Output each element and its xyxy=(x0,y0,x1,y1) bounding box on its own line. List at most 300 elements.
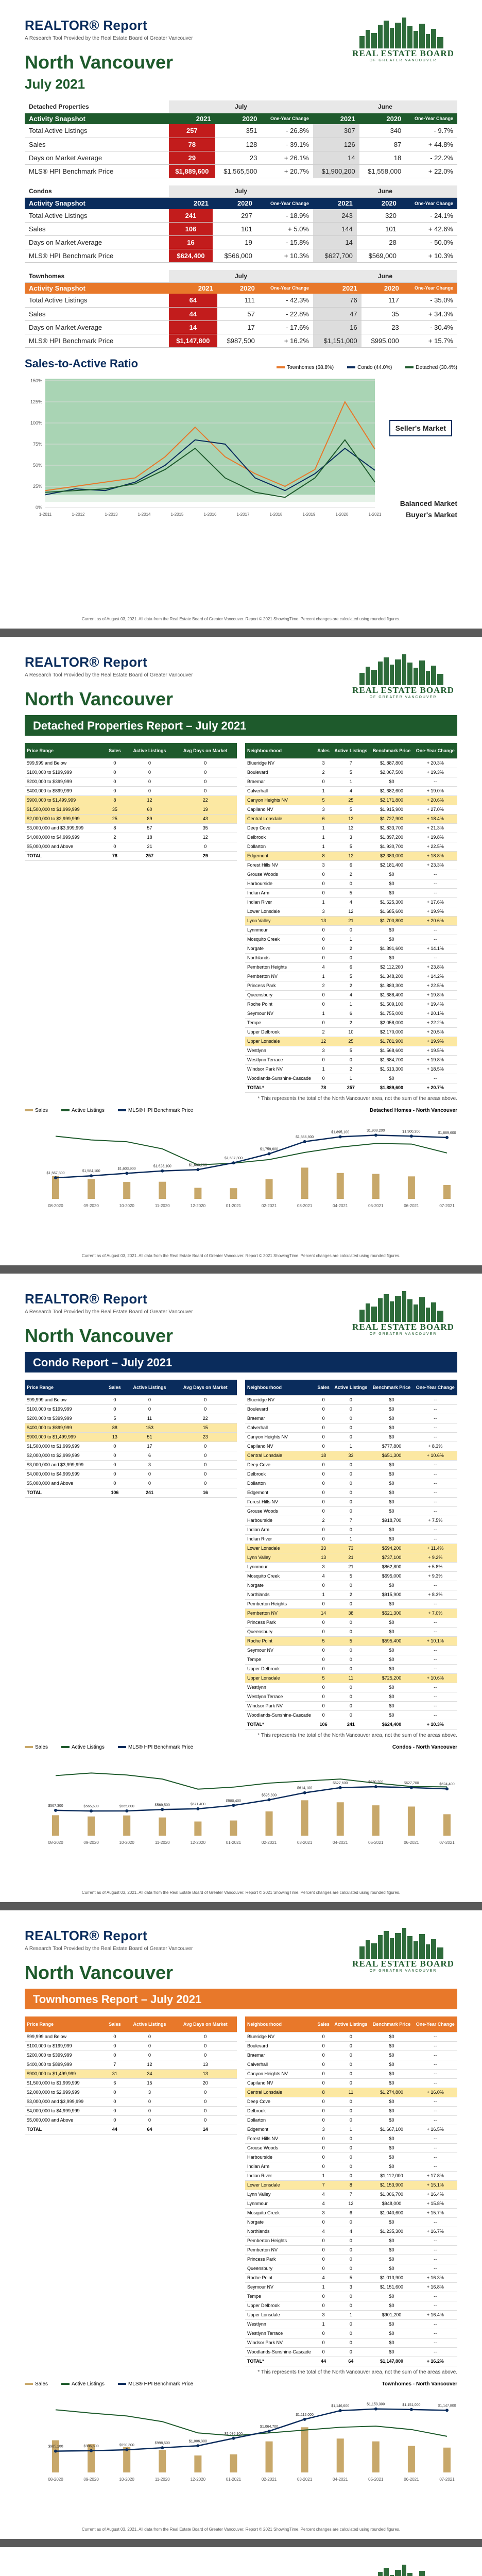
hood-row: Indian Arm 0 0 $0 -- xyxy=(245,2162,457,2171)
x-tick-label: 12-2020 xyxy=(190,2477,206,2482)
page-footer: Current as of August 03, 2021. All data from the Real Estate Board of Greater Vancouver. Report © 2021 ShowingTime. Percent changes are calculated using rounded figures. xyxy=(81,2527,401,2532)
hood-row: Queensbury 0 4 $1,688,400 + 19.8% xyxy=(245,990,457,999)
price-point xyxy=(161,1169,164,1172)
sales-bar xyxy=(159,2450,166,2472)
price-point xyxy=(339,2409,342,2412)
hood-row: Woodlands-Sunshine-Cascade 0 0 $0 -- xyxy=(245,1710,457,1720)
price-row: $1,500,000 to $1,999,999 6 15 20 xyxy=(25,2078,237,2088)
x-tick-label: 1-2020 xyxy=(335,512,349,517)
price-data-label: $1,147,800 xyxy=(438,2403,456,2408)
sales-bar xyxy=(230,1188,237,1199)
price-data-label: $567,300 xyxy=(48,1804,63,1808)
x-tick-label: 03-2021 xyxy=(297,1840,313,1845)
hood-row: Braemar 0 0 $0 -- xyxy=(245,1414,457,1423)
price-point xyxy=(339,1786,342,1789)
hood-row: Capilano NV 3 5 $1,915,900 + 27.0% xyxy=(245,805,457,814)
price-row: $100,000 to $199,999 0 0 0 xyxy=(25,768,237,777)
x-tick-label: 04-2021 xyxy=(333,1203,348,1208)
hood-row: Mosquito Creek 4 5 $695,000 + 9.3% xyxy=(245,1571,457,1581)
x-tick-label: 11-2020 xyxy=(154,2477,170,2482)
x-tick-label: 12-2020 xyxy=(190,1203,206,1208)
page-footer: Current as of August 03, 2021. All data from the Real Estate Board of Greater Vancouver. Report © 2021 ShowingTime. Percent changes are calculated using rounded figures. xyxy=(81,1253,401,1258)
hood-row: Upper Delbrook 0 0 $0 -- xyxy=(245,1664,457,1673)
price-row: $5,000,000 and Above 0 0 0 xyxy=(25,1479,237,1488)
price-point xyxy=(445,1787,449,1790)
price-point xyxy=(125,2448,128,2451)
sales-bar xyxy=(194,1821,201,1835)
price-data-label: $1,153,300 xyxy=(367,2402,385,2406)
page-snapshot xyxy=(0,0,482,629)
x-tick-label: 1-2014 xyxy=(137,512,151,517)
hood-row: Upper Lonsdale 5 11 $725,200 + 10.6% xyxy=(245,1673,457,1683)
price-range-table: Price Range Sales Active Listings Avg Days on Market $99,999 and Below 0 0 0 $100,000 to $199,999 0 0 0 $200,000 to $399,999 5 11 22 $400,000 to $899,999 88 153 15 $900,000 to $1,499,999 13 51 23 $1,500,000 to $1,999,999 0 17 0 $2,000,000 to $2,999,999 0 6 0 $3,000,000 and $3,999,999 0 3 0 $4,000,000 to $4,999,999 0 0 0 $5,000,000 and Above 0 0 0 TOTAL 106 241 16 xyxy=(25,1380,237,1498)
report-banner: Detached Properties Report – July 2021 xyxy=(25,715,457,736)
sales-bar xyxy=(301,2427,308,2472)
hood-row: Boulevard 0 0 $0 -- xyxy=(245,1404,457,1414)
hood-row: Braemar 0 1 $0 -- xyxy=(245,777,457,786)
hood-row: Indian River 1 4 $1,625,300 + 17.6% xyxy=(245,897,457,907)
y-tick-label: 75% xyxy=(32,441,42,447)
sales-bar xyxy=(337,1173,344,1198)
hood-row: Indian River 1 0 $1,112,000 + 17.8% xyxy=(245,2171,457,2180)
price-row: $3,000,000 and $3,999,999 0 3 0 xyxy=(25,1460,237,1469)
x-tick-label: 10-2020 xyxy=(119,1840,134,1845)
hood-row: Harbourside 0 0 $0 -- xyxy=(245,2153,457,2162)
price-data-label: $1,006,300 xyxy=(188,2439,207,2443)
x-tick-label: 1-2013 xyxy=(105,512,118,517)
hood-row: Delbrook 0 0 $0 -- xyxy=(245,1469,457,1479)
hood-row: Westlynn 3 5 $1,568,600 + 19.5% xyxy=(245,1046,457,1055)
price-data-label: $1,151,000 xyxy=(402,2403,421,2407)
sales-bar xyxy=(194,2455,201,2472)
hood-row: Tempe 0 0 $0 -- xyxy=(245,1655,457,1664)
hood-row: Westlynn 0 0 $0 -- xyxy=(245,1683,457,1692)
price-data-label: $595,300 xyxy=(261,1793,277,1797)
price-point xyxy=(374,1133,377,1137)
logo-title: REAL ESTATE BOARD xyxy=(352,48,454,58)
hood-row: Blueridge NV 3 7 $1,887,800 + 20.3% xyxy=(245,758,457,768)
y-tick-label: 150% xyxy=(30,378,42,383)
x-tick-label: 09-2020 xyxy=(83,2477,99,2482)
hood-row: Edgemont 0 0 $0 -- xyxy=(245,1488,457,1497)
total-note: * This represents the total of the North Vancouver area, not the sum of the areas above. xyxy=(257,2369,457,2375)
price-point xyxy=(161,2446,164,2449)
hood-row: Upper Delbrook 0 0 $0 -- xyxy=(245,2301,457,2310)
hood-row: Deep Cove 0 0 $0 -- xyxy=(245,2097,457,2106)
price-data-label: $1,146,600 xyxy=(331,2404,350,2408)
price-data-label: $614,100 xyxy=(297,1786,313,1790)
sales-bar xyxy=(372,1174,380,1199)
price-point xyxy=(410,2408,413,2411)
report-subtitle: A Research Tool Provided by the Real Estate Board of Greater Vancouver xyxy=(25,1946,193,1952)
hood-row: Indian Arm 0 0 $0 -- xyxy=(245,1525,457,1534)
price-row: $1,500,000 to $1,999,999 0 17 0 xyxy=(25,1442,237,1451)
price-point xyxy=(303,1140,306,1143)
x-tick-label: 11-2020 xyxy=(154,1203,170,1208)
area-title: North Vancouver xyxy=(25,52,174,73)
price-row: $2,000,000 to $2,999,999 0 3 0 xyxy=(25,2088,237,2097)
y-tick-label: 25% xyxy=(32,483,42,489)
price-data-label: $1,567,800 xyxy=(46,1171,65,1175)
price-point xyxy=(268,2429,271,2432)
sales-bar xyxy=(408,2446,415,2472)
price-data-label: $1,036,100 xyxy=(224,2432,243,2436)
trend-chart xyxy=(25,1113,457,1216)
hood-row: Pemberton NV 0 0 $0 -- xyxy=(245,2245,457,2255)
board-logo: REAL ESTATE BOARD OF GREATER VANCOUVER xyxy=(349,1926,457,1973)
x-tick-label: 10-2020 xyxy=(119,1203,134,1208)
x-tick-label: 11-2020 xyxy=(154,1840,170,1845)
sales-bar xyxy=(123,1182,130,1199)
price-data-label: $569,500 xyxy=(154,1803,170,1807)
hood-row: Lynn Valley 4 7 $1,006,700 + 16.4% xyxy=(245,2190,457,2199)
hood-row: Northlands 0 0 $0 -- xyxy=(245,953,457,962)
sales-bar xyxy=(372,1805,380,1836)
hood-row: Westlynn Terrace 0 0 $0 -- xyxy=(245,1692,457,1701)
neighbourhood-table: Neighbourhood Sales Active Listings Benchmark Price One-Year Change Blueridge NV 0 0 $0 -- Boulevard 0 0 $0 -- Braemar 0 0 $0 -- Calverhall 0 0 $0 -- Canyon Heights NV 0 0 $0 -- Capilano NV 0 1 $777,800 + 8.3% Central Lonsdale 18 33 $651,300 + 10.6% Deep Cove 0 0 $0 -- Delbrook 0 0 $0 -- Dollarton 0 0 $0 -- Edgemont 0 0 $0 -- Forest Hills NV 0 0 $0 -- Grouse Woods 0 0 $0 -- Harbourside 2 7 $918,700 + 7.5% Indian Arm 0 0 $0 -- Indian River 0 1 $0 -- Lower Lonsdale 33 73 $594,200 + 11.4% Lynn Valley 13 21 $737,100 + 9.2% Lynnmour 3 21 $862,800 + 5.8% Mosquito Creek 4 5 $695,000 + 9.3% Norgate 0 0 $0 -- Northlands 1 2 $915,900 + 8.3% Pemberton Heights 0 0 $0 -- Pemberton NV 14 38 $521,300 + 7.0% Princess Park 0 0 $0 -- Queensbury 0 0 $0 -- Roche Point 5 5 $595,400 + 10.1% Seymour NV 0 0 $0 -- Tempe 0 0 $0 -- Upper Delbrook 0 0 $0 -- Upper Lonsdale 5 11 $725,200 + 10.6% Westlynn 0 0 $0 -- Westlynn Terrace 0 0 $0 -- Windsor Park NV 0 0 $0 -- Woodlands-Sunshine-Cascade 0 0 $0 -- TOTAL* 106 241 $624,400 + 10.3% xyxy=(245,1380,457,1730)
snap-title: Detached Properties xyxy=(25,100,169,113)
hood-row: Upper Delbrook 2 10 $2,170,000 + 20.5% xyxy=(245,1027,457,1037)
sales-bar xyxy=(159,1181,166,1198)
trend-chart xyxy=(25,2387,457,2490)
x-tick-label: 12-2020 xyxy=(190,1840,206,1845)
hood-row: Lynn Valley 13 21 $1,700,800 + 20.6% xyxy=(245,916,457,925)
x-tick-label: 08-2020 xyxy=(48,1203,63,1208)
hood-row: Boulevard 2 5 $2,067,500 + 19.3% xyxy=(245,768,457,777)
price-point xyxy=(232,2436,235,2439)
hood-row: Dollarton 0 0 $0 -- xyxy=(245,2115,457,2125)
hood-row: Tempe 0 0 $0 -- xyxy=(245,2292,457,2301)
price-point xyxy=(125,1172,128,1175)
hood-row: Dollarton 0 0 $0 -- xyxy=(245,1479,457,1488)
trend-chart-title: Detached Homes - North Vancouver xyxy=(369,1107,457,1113)
x-tick-label: 02-2021 xyxy=(261,1203,277,1208)
sales-bar xyxy=(52,1815,59,1836)
price-row: $900,000 to $1,499,999 31 34 13 xyxy=(25,2069,237,2078)
snapshot-row: Sales 44 57 - 22.8% 47 35 + 34.3% xyxy=(25,307,457,320)
price-row: $200,000 to $399,999 0 0 0 xyxy=(25,2050,237,2060)
hood-row: Seymour NV 1 3 $1,151,600 + 16.8% xyxy=(245,2282,457,2292)
sales-bar xyxy=(301,1800,308,1836)
price-point xyxy=(410,1786,413,1789)
sales-bar xyxy=(159,1817,166,1835)
active-listings-line xyxy=(56,2410,447,2436)
hood-row: Princess Park 2 2 $1,883,300 + 22.5% xyxy=(245,981,457,990)
hood-row: Boulevard 0 0 $0 -- xyxy=(245,2041,457,2050)
hood-row: Seymour NV 0 0 $0 -- xyxy=(245,1646,457,1655)
x-tick-label: 1-2012 xyxy=(72,512,85,517)
x-tick-label: 03-2021 xyxy=(297,2477,313,2482)
price-data-label: $985,100 xyxy=(48,2445,63,2449)
hood-row: Deep Cove 0 0 $0 -- xyxy=(245,1460,457,1469)
page-footer: Current as of August 03, 2021. All data from the Real Estate Board of Greater Vancouver. Report © 2021 ShowingTime. Percent changes are calculated using rounded figures. xyxy=(81,1890,401,1895)
price-point xyxy=(125,1809,128,1812)
x-tick-label: 01-2021 xyxy=(226,1203,242,1208)
page-condo-report xyxy=(0,1274,482,1902)
hood-row: Norgate 0 2 $1,391,600 + 14.1% xyxy=(245,944,457,953)
y-tick-label: 100% xyxy=(30,420,42,426)
price-row: $200,000 to $399,999 5 11 22 xyxy=(25,1414,237,1423)
total-note: * This represents the total of the North Vancouver area, not the sum of the areas above. xyxy=(257,1732,457,1738)
sar-legend xyxy=(277,365,457,370)
x-tick-label: 08-2020 xyxy=(48,2477,63,2482)
price-point xyxy=(161,1808,164,1811)
snap-body-condos xyxy=(25,209,457,263)
hood-row: Seymour NV 1 6 $1,755,000 + 20.1% xyxy=(245,1009,457,1018)
area-title: North Vancouver xyxy=(25,1325,174,1346)
hood-row: Canyon Heights NV 0 0 $0 -- xyxy=(245,2069,457,2078)
y-tick-label: 0% xyxy=(35,504,42,510)
x-tick-label: 1-2018 xyxy=(269,512,283,517)
sales-bar xyxy=(408,1176,415,1199)
hood-row: Canyon Heights NV 5 25 $2,171,800 + 20.6% xyxy=(245,795,457,805)
snapshot-row: Total Active Listings 64 111 - 42.3% 76 117 - 35.0% xyxy=(25,294,457,307)
x-tick-label: 04-2021 xyxy=(333,2477,348,2482)
hood-row: Roche Point 5 5 $595,400 + 10.1% xyxy=(245,1636,457,1646)
snapshot-detached: Detached Properties July June Activity Snapshot 2021 2020 One-Year Change 2021 2020 One-Year Change Total Active Listings 257 351 - 26.8% 307 340 - 9.7% Sales 78 128 - 39.1% 126 87 + 44.8% Days on Market Average 29 23 + 26.1% 14 18 - 22.2% MLS® HPI Benchmark Price $1,889,600 $1,565,500 + 20.7% $1,900,200 $1,558,000 + 22.0% xyxy=(25,100,457,178)
hood-row: Harbourside 2 7 $918,700 + 7.5% xyxy=(245,1516,457,1525)
price-data-label: $1,584,100 xyxy=(82,1169,100,1173)
sales-bar xyxy=(443,2447,451,2472)
page-detached-report xyxy=(0,637,482,1265)
price-range-table: Price Range Sales Active Listings Avg Days on Market $99,999 and Below 0 0 0 $100,000 to $199,999 0 0 0 $200,000 to $399,999 0 0 0 $400,000 to $899,999 0 0 0 $900,000 to $1,499,999 8 12 22 $1,500,000 to $1,999,999 35 60 19 $2,000,000 to $2,999,999 25 89 43 $3,000,000 and $3,999,999 8 57 35 $4,000,000 to $4,999,999 2 18 12 $5,000,000 and Above 0 21 0 TOTAL 78 257 29 xyxy=(25,743,237,861)
hood-row: Woodlands-Sunshine-Cascade 0 0 $0 -- xyxy=(245,2347,457,2357)
snapshot-row: Days on Market Average 14 17 - 17.6% 16 23 - 30.4% xyxy=(25,320,457,334)
price-row: $2,000,000 to $2,999,999 25 89 43 xyxy=(25,814,237,823)
hood-row: Central Lonsdale 18 33 $651,300 + 10.6% xyxy=(245,1451,457,1460)
hood-row: Princess Park 0 0 $0 -- xyxy=(245,1618,457,1627)
price-point xyxy=(232,1161,235,1164)
hood-row: Lynnmour 4 12 $948,000 + 15.8% xyxy=(245,2199,457,2208)
hood-row: TOTAL* 44 64 $1,147,800 + 16.2% xyxy=(245,2357,457,2366)
total-note: * This represents the total of the North Vancouver area, not the sum of the areas above. xyxy=(257,1095,457,1101)
hood-row: Edgemont 8 12 $2,383,000 + 18.8% xyxy=(245,851,457,860)
hood-row: Lower Lonsdale 33 73 $594,200 + 11.4% xyxy=(245,1544,457,1553)
hood-row: Westlynn Terrace 0 0 $1,684,700 + 19.8% xyxy=(245,1055,457,1064)
sales-bar xyxy=(266,1811,273,1835)
price-data-label: $998,500 xyxy=(154,2441,170,2445)
sales-bar xyxy=(301,1167,308,1199)
hood-row: Capilano NV 0 1 $777,800 + 8.3% xyxy=(245,1442,457,1451)
hood-row: Northlands 4 4 $1,235,300 + 16.7% xyxy=(245,2227,457,2236)
x-tick-label: 09-2020 xyxy=(83,1203,99,1208)
price-point xyxy=(54,1176,57,1179)
sales-bar xyxy=(443,1814,451,1836)
price-point xyxy=(90,1174,93,1177)
x-tick-label: 04-2021 xyxy=(333,1840,348,1845)
trend-legend: Sales Active Listings MLS® HPI Benchmark Price Townhomes - North Vancouver xyxy=(25,2381,457,2387)
price-data-label: $571,400 xyxy=(190,1802,205,1806)
month-title: July 2021 xyxy=(25,76,85,92)
trend-chart-title: Townhomes - North Vancouver xyxy=(382,2381,457,2387)
price-point xyxy=(303,2417,306,2420)
hood-row: Woodlands-Sunshine-Cascade 0 1 $0 -- xyxy=(245,1074,457,1083)
snapshot-row: Sales 106 101 + 5.0% 144 101 + 42.6% xyxy=(25,223,457,236)
report-banner: Condo Report – July 2021 xyxy=(25,1352,457,1372)
price-data-label: $1,603,900 xyxy=(117,1166,136,1171)
price-point xyxy=(445,2409,449,2412)
price-data-label: $1,900,200 xyxy=(402,1129,421,1133)
x-tick-label: 01-2021 xyxy=(226,2477,242,2482)
report-title: REALTOR® Report xyxy=(25,1928,147,1943)
snapshot-row: MLS® HPI Benchmark Price $1,889,600 $1,565,500 + 20.7% $1,900,200 $1,558,000 + 22.0% xyxy=(25,164,457,178)
price-point xyxy=(303,1791,306,1794)
price-data-label: $1,633,200 xyxy=(188,1163,207,1167)
report-title: REALTOR® Report xyxy=(25,654,147,670)
price-point xyxy=(410,1134,413,1138)
trend-chart-title: Condos - North Vancouver xyxy=(392,1744,457,1750)
sales-bar xyxy=(337,2438,344,2472)
hood-row: Lynnmour 3 21 $862,800 + 5.8% xyxy=(245,1562,457,1571)
page-footer: Current as of August 03, 2021. All data from the Real Estate Board of Greater Vancouver. Report © 2021 ShowingTime. Percent changes are calculated using rounded figures. xyxy=(81,617,401,621)
sales-bar xyxy=(230,1820,237,1835)
hood-row: Tempe 0 2 $2,058,000 + 22.2% xyxy=(245,1018,457,1027)
x-tick-label: 05-2021 xyxy=(368,1840,384,1845)
price-point xyxy=(90,2449,93,2452)
price-point xyxy=(54,1808,57,1811)
price-data-label: $1,895,100 xyxy=(331,1130,350,1134)
hood-row: TOTAL* 78 257 $1,889,600 + 20.7% xyxy=(245,1083,457,1092)
hood-row: Norgate 0 0 $0 -- xyxy=(245,1581,457,1590)
hood-row: Pemberton Heights 0 0 $0 -- xyxy=(245,2236,457,2245)
sales-bar xyxy=(88,2444,95,2472)
hood-row: Princess Park 0 0 $0 -- xyxy=(245,2255,457,2264)
y-tick-label: 50% xyxy=(32,462,42,468)
trend-legend: Sales Active Listings MLS® HPI Benchmark Price Condos - North Vancouver xyxy=(25,1744,457,1750)
price-row: $400,000 to $899,999 0 0 0 xyxy=(25,786,237,795)
x-tick-label: 02-2021 xyxy=(261,1840,277,1845)
price-row: $4,000,000 to $4,999,999 0 0 0 xyxy=(25,2106,237,2115)
hood-row: Grouse Woods 0 2 $0 -- xyxy=(245,870,457,879)
price-point xyxy=(268,1798,271,1801)
page-price-charts xyxy=(0,2547,482,2576)
price-data-label: $565,800 xyxy=(119,1804,134,1808)
balanced-market-label: Balanced Market xyxy=(400,499,457,507)
legend-condo: Condo (44.0%) xyxy=(347,365,392,370)
hood-row: Indian River 0 1 $0 -- xyxy=(245,1534,457,1544)
price-data-label: $627,700 xyxy=(404,1781,419,1785)
neighbourhood-table: Neighbourhood Sales Active Listings Benchmark Price One-Year Change Blueridge NV 0 0 $0 -- Boulevard 0 0 $0 -- Braemar 0 0 $0 -- Calverhall 0 0 $0 -- Canyon Heights NV 0 0 $0 -- Capilano NV 0 0 $0 -- Central Lonsdale 8 11 $1,274,800 + 16.0% Deep Cove 0 0 $0 -- Delbrook 0 0 $0 -- Dollarton 0 0 $0 -- Edgemont 3 1 $1,667,100 + 16.5% Forest Hills NV 0 0 $0 -- Grouse Woods 0 0 $0 -- Harbourside 0 0 $0 -- Indian Arm 0 0 $0 -- Indian River 1 0 $1,112,000 + 17.8% Lower Lonsdale 7 8 $1,153,900 + 15.1% Lynn Valley 4 7 $1,006,700 + 16.4% Lynnmour 4 12 $948,000 + 15.8% Mosquito Creek 3 6 $1,040,600 + 15.7% Norgate 0 0 $0 -- Northlands 4 4 $1,235,300 + 16.7% Pemberton Heights 0 0 $0 -- Pemberton NV 0 0 $0 -- Princess Park 0 0 $0 -- Queensbury 0 0 $0 -- Roche Point 4 5 $1,013,900 + 16.3% Seymour NV 1 3 $1,151,600 + 16.8% Tempe 0 0 $0 -- Upper Delbrook 0 0 $0 -- Upper Lonsdale 3 1 $901,200 + 16.4% Westlynn 1 0 $0 -- Westlynn Terrace 0 0 $0 -- Windsor Park NV 0 0 $0 -- Woodlands-Sunshine-Cascade 0 0 $0 -- TOTAL* 44 64 $1,147,800 + 16.2% xyxy=(245,2016,457,2366)
hood-row: Indian Arm 0 5 $0 -- xyxy=(245,888,457,897)
price-data-label: $565,600 xyxy=(83,1804,99,1808)
hood-row: Upper Lonsdale 3 1 $901,200 + 16.4% xyxy=(245,2310,457,2319)
sales-bar xyxy=(337,1802,344,1836)
sales-bar xyxy=(194,1188,201,1198)
price-row: $5,000,000 and Above 0 21 0 xyxy=(25,842,237,851)
x-tick-label: 06-2021 xyxy=(404,2477,419,2482)
snapshot-row: Sales 78 128 - 39.1% 126 87 + 44.8% xyxy=(25,138,457,151)
snap-body-detached xyxy=(25,124,457,178)
price-data-label: $580,400 xyxy=(226,1799,242,1803)
hood-row: Pemberton NV 14 38 $521,300 + 7.0% xyxy=(245,1608,457,1618)
snapshot-row: Days on Market Average 16 19 - 15.8% 14 28 - 50.0% xyxy=(25,236,457,249)
price-data-label: $986,600 xyxy=(83,2444,99,2448)
x-tick-label: 10-2020 xyxy=(119,2477,134,2482)
hood-row: Mosquito Creek 3 6 $1,040,600 + 15.7% xyxy=(245,2208,457,2217)
sar-title: Sales-to-Active Ratio xyxy=(25,357,139,370)
x-tick-label: 07-2021 xyxy=(439,1203,455,1208)
report-subtitle: A Research Tool Provided by the Real Estate Board of Greater Vancouver xyxy=(25,36,193,41)
price-data-label: $627,600 xyxy=(333,1781,348,1785)
sales-bar xyxy=(266,2441,273,2472)
x-tick-label: 1-2016 xyxy=(203,512,217,517)
hood-row: Lower Lonsdale 3 12 $1,685,600 + 19.9% xyxy=(245,907,457,916)
neighbourhood-table: Neighbourhood Sales Active Listings Benchmark Price One-Year Change Blueridge NV 3 7 $1,887,800 + 20.3% Boulevard 2 5 $2,067,500 + 19.3% Braemar 0 1 $0 -- Calverhall 1 4 $1,682,600 + 19.0% Canyon Heights NV 5 25 $2,171,800 + 20.6% Capilano NV 3 5 $1,915,900 + 27.0% Central Lonsdale 6 12 $1,727,900 + 18.4% Deep Cove 1 13 $1,833,700 + 21.3% Delbrook 1 3 $1,897,200 + 19.8% Dollarton 1 5 $1,930,700 + 22.5% Edgemont 8 12 $2,383,000 + 18.8% Forest Hills NV 3 6 $2,181,400 + 23.3% Grouse Woods 0 2 $0 -- Harbourside 0 0 $0 -- Indian Arm 0 5 $0 -- Indian River 1 4 $1,625,300 + 17.6% Lower Lonsdale 3 12 $1,685,600 + 19.9% Lynn Valley 13 21 $1,700,800 + 20.6% Lynnmour 0 0 $0 -- Mosquito Creek 0 1 $0 -- Norgate 0 2 $1,391,600 + 14.1% Northlands 0 0 $0 -- Pemberton Heights 4 6 $2,112,200 + 23.8% Pemberton NV 1 5 $1,348,200 + 14.2% Princess Park 2 2 $1,883,300 + 22.5% Queensbury 0 4 $1,688,400 + 19.8% Roche Point 0 1 $1,509,100 + 19.4% Seymour NV 1 6 $1,755,000 + 20.1% Tempe 0 2 $2,058,000 + 22.2% Upper Delbrook 2 10 $2,170,000 + 20.5% Upper Lonsdale 12 25 $1,781,900 + 19.9% Westlynn 3 5 $1,568,600 + 19.5% Westlynn Terrace 0 0 $1,684,700 + 19.8% Windsor Park NV 1 2 $1,613,300 + 18.5% Woodlands-Sunshine-Cascade 0 1 $0 -- TOTAL* 78 257 $1,889,600 + 20.7% xyxy=(245,743,457,1093)
board-logo: REAL ESTATE BOARD OF GREATER VANCOUVER xyxy=(349,652,457,700)
price-row: TOTAL 44 64 14 xyxy=(25,2125,237,2134)
price-range-table: Price Range Sales Active Listings Avg Days on Market $99,999 and Below 0 0 0 $100,000 to $199,999 0 0 0 $200,000 to $399,999 0 0 0 $400,000 to $899,999 7 12 13 $900,000 to $1,499,999 31 34 13 $1,500,000 to $1,999,999 6 15 20 $2,000,000 to $2,999,999 0 3 0 $3,000,000 and $3,999,999 0 0 0 $4,000,000 to $4,999,999 0 0 0 $5,000,000 and Above 0 0 0 TOTAL 44 64 14 xyxy=(25,2016,237,2134)
hood-row: Northlands 1 2 $915,900 + 8.3% xyxy=(245,1590,457,1599)
sales-bar xyxy=(88,1816,95,1835)
price-row: $3,000,000 and $3,999,999 8 57 35 xyxy=(25,823,237,833)
hood-row: Blueridge NV 0 0 $0 -- xyxy=(245,2032,457,2041)
hood-row: Windsor Park NV 1 2 $1,613,300 + 18.5% xyxy=(245,1064,457,1074)
price-row: $2,000,000 to $2,999,999 0 6 0 xyxy=(25,1451,237,1460)
hood-row: Lynn Valley 13 21 $737,100 + 9.2% xyxy=(245,1553,457,1562)
price-data-label: $1,623,100 xyxy=(153,1164,171,1168)
sar-chart xyxy=(25,374,457,528)
board-logo: REAL ESTATE BOARD OF GREATER VANCOUVER xyxy=(349,1289,457,1336)
hood-row: Calverhall 0 0 $0 -- xyxy=(245,2060,457,2069)
x-tick-label: 07-2021 xyxy=(439,1840,455,1845)
hood-row: Calverhall 1 4 $1,682,600 + 19.0% xyxy=(245,786,457,795)
price-data-label: $624,400 xyxy=(439,1782,455,1786)
snap-body-townhomes xyxy=(25,294,457,347)
price-point xyxy=(232,1804,235,1807)
report-title: REALTOR® Report xyxy=(25,18,147,33)
price-row: $5,000,000 and Above 0 0 0 xyxy=(25,2115,237,2125)
sales-bar xyxy=(443,1184,451,1198)
price-data-label: $1,064,700 xyxy=(260,2425,279,2429)
hood-row: Pemberton NV 1 5 $1,348,200 + 14.2% xyxy=(245,972,457,981)
price-row: $4,000,000 to $4,999,999 2 18 12 xyxy=(25,833,237,842)
hood-row: Pemberton Heights 0 0 $0 -- xyxy=(245,1599,457,1608)
hood-row: Lynnmour 0 0 $0 -- xyxy=(245,925,457,935)
hood-row: Mosquito Creek 0 1 $0 -- xyxy=(245,935,457,944)
report-title: REALTOR® Report xyxy=(25,1291,147,1307)
price-point xyxy=(374,1785,377,1788)
x-tick-label: 1-2019 xyxy=(302,512,316,517)
snapshot-row: MLS® HPI Benchmark Price $1,147,800 $987,500 + 16.2% $1,151,000 $995,000 + 15.7% xyxy=(25,334,457,347)
price-row: $400,000 to $899,999 88 153 15 xyxy=(25,1423,237,1432)
legend-detached: Detached (30.4%) xyxy=(405,365,457,370)
y-tick-label: 125% xyxy=(30,399,42,404)
x-tick-label: 1-2015 xyxy=(170,512,184,517)
price-data-label: $1,759,600 xyxy=(260,1147,279,1151)
balanced-band xyxy=(45,495,375,502)
price-row: $200,000 to $399,999 0 0 0 xyxy=(25,777,237,786)
x-tick-label: 05-2021 xyxy=(368,1203,384,1208)
hood-row: Roche Point 0 1 $1,509,100 + 19.4% xyxy=(245,999,457,1009)
hood-row: Grouse Woods 0 0 $0 -- xyxy=(245,2143,457,2153)
price-point xyxy=(445,1136,449,1139)
sales-bar xyxy=(408,1806,415,1836)
sales-bar xyxy=(88,1179,95,1198)
page-townhome-report xyxy=(0,1910,482,2539)
hood-row: Pemberton Heights 4 6 $2,112,200 + 23.8% xyxy=(245,962,457,972)
buyer-market-label: Buyer's Market xyxy=(406,510,457,519)
area-title: North Vancouver xyxy=(25,688,174,709)
hood-row: TOTAL* 106 241 $624,400 + 10.3% xyxy=(245,1720,457,1729)
x-tick-label: 1-2017 xyxy=(236,512,250,517)
hood-row: Forest Hills NV 3 6 $2,181,400 + 23.3% xyxy=(245,860,457,870)
hood-row: Delbrook 0 0 $0 -- xyxy=(245,2106,457,2115)
seller-market-label: Seller's Market xyxy=(389,420,452,436)
trend-chart xyxy=(25,1750,457,1853)
hood-row: Grouse Woods 0 0 $0 -- xyxy=(245,1506,457,1516)
x-tick-label: 06-2021 xyxy=(404,1840,419,1845)
price-data-label: $1,856,800 xyxy=(296,1135,314,1139)
